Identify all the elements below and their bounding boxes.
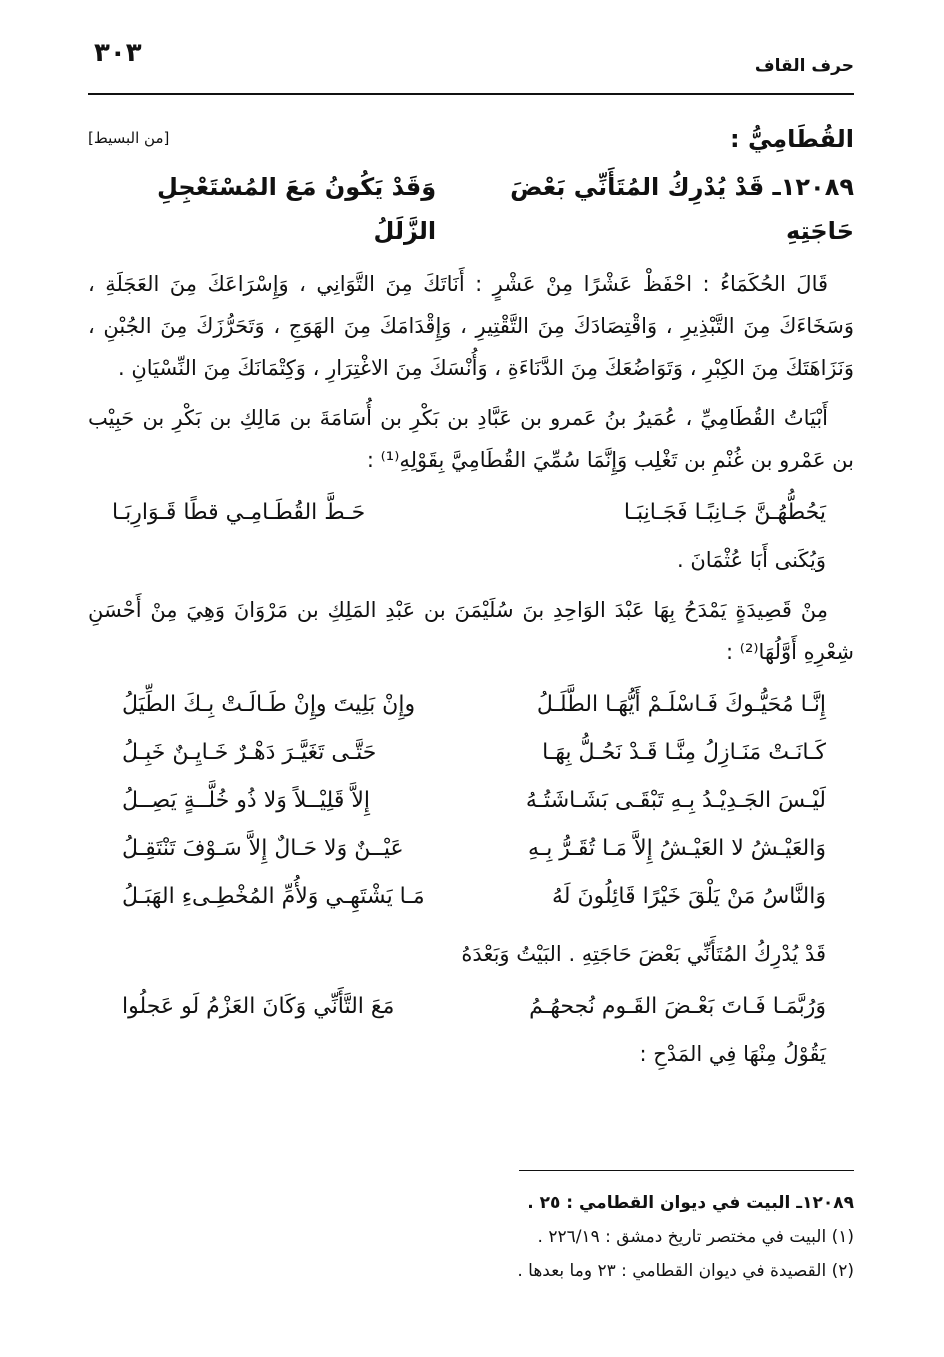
wisdom-paragraph: قَالَ الحُكَمَاءُ : احْفَظْ عَشْرًا مِنْ عَشْرٍ : أَنَاتَكَ مِنَ التَّوَانِي ، وَإِسْرَاعَكَ مِنَ العَجَلَةِ ، وَسَخَاءَكَ مِنَ التَّبْذِيرِ ، وَاقْتِصَادَكَ مِنَ التَّقْتِيرِ ، وَإِقْدَامَكَ مِنَ الهَوَجِ ، وَتَحَرُّزَكَ مِنَ الجُبْنِ ، وَنَزَاهَتَكَ مِنَ الكِبْرِ ، وَتَوَاضُعَكَ مِنَ الدَّنَاءَةِ ، وَأُنْسَكَ مِنَ الاغْتِرَارِ ، وَكِتْمَانَكَ مِنَ النِّسْيَانِ .	[88, 272, 854, 380]
poet-line	[88, 125, 854, 165]
verse-first-hemistich: وَالنَّاسُ مَنْ يَلْقَ خَيْرًا قَائِلُونَ لَهُ	[551, 884, 826, 909]
header-divider	[88, 93, 854, 95]
page-number: ٣٠٣	[94, 38, 142, 68]
verse-second-hemistich: حَتَّـى تَغَيَّـرَ دَهْـرٌ خَـايِـنٌ خَبِـلُ	[122, 740, 377, 765]
poet-lineage-paragraph: أَبْيَاتُ القُطَامِيِّ ، عُمَيرُ بنُ عَمرو بن عَبَّادِ بن بَكْرِ بن أُسَامَةَ بن مَالِكِ بن بَكْرِ بن حَبِيْب بن عَمْرو بن غُنْمِ بن تَغْلِب وَإِنَّمَا سُمِّيَ القُطَامِيَّ بِقَوْلِهِ⁽¹⁾ :	[88, 406, 854, 472]
verse-second-hemistich: عَيْــنٌ وَلا حَـالٌ إِلاَّ سَـوْفَ تَنْتَقِـلُ	[122, 836, 404, 861]
extra-verse	[88, 983, 854, 1031]
verse-first-hemistich: وَالعَيْـشُ لا العَيْـشُ إِلاَّ مَـا تُقَـرُّ بِـهِ	[527, 836, 826, 861]
footnote-divider	[519, 1170, 854, 1171]
nickname-verse-first: يَحُطُّهُـنَّ جَـانِبًـا فَجَـانِبَـا	[623, 500, 826, 525]
verse-second-hemistich: وإِنْ بَلِيتَ وإِنْ طَـالَـتْ بِـكَ الطِّيَلُ	[122, 692, 416, 717]
poem-verse	[88, 873, 854, 921]
verse-first-hemistich: إِنَّـا مُحَيُّـوكَ فَـاسْلَـمْ أَيُّهَـا الطَّلَـلُ	[536, 692, 826, 717]
headline-second-hemistich: وَقَدْ يَكُونُ مَعَ المُسْتَعْجِلِ الزَّلَلُ	[157, 173, 437, 245]
extra-verse-first: وَرُبَّمَـا فَـاتَ بَعْـضَ القَـوم نُجحهُـمُ	[529, 994, 826, 1019]
poetic-meter: [من البسيط]	[88, 129, 170, 147]
footnotes	[88, 1186, 854, 1288]
poem-verse	[88, 729, 854, 777]
footnote-main: ١٢٠٨٩ـ البيت في ديوان القطامي : ٢٥ .	[527, 1193, 854, 1213]
page-header	[88, 34, 854, 84]
poem-intro-paragraph: مِنْ قَصِيدَةٍ يَمْدَحُ بِهَا عَبْدَ الوَاحِدِ بنَ سُلَيْمَنَ بن عَبْدِ المَلِكِ بن مَرْوَانَ وَهِيَ مِنْ أَحْسَنِ شِعْرِهِ أَوَّلُهَا⁽²⁾ :	[88, 598, 854, 664]
poet-name: القُطَامِيُّ :	[730, 125, 854, 153]
nickname-verse	[88, 489, 854, 537]
extra-verse-second: مَعَ التَّأَنِّي وَكَانَ العَزْمُ لَو عَجلُوا	[122, 994, 395, 1019]
verse-first-hemistich: لَيْـسَ الجَـدِيْـدُ بِـهِ تَبْقَـى بَشَـاشَتُـهُ	[525, 788, 826, 813]
verse-second-hemistich: مَـا يَشْتَهِـي وَلأُمِّ المُخْطِـىءِ الهَبَـلُ	[122, 884, 425, 909]
poem-verse	[88, 825, 854, 873]
chapter-title: حرف القاف	[754, 56, 854, 76]
headline-first-hemistich: ١٢٠٨٩ـ قَدْ يُدْرِكُ المُتَأَنِّي بَعْضَ حَاجَتِهِ	[510, 173, 854, 245]
closing-note: يَقُوْلُ مِنْهَا فِي المَدْحِ :	[639, 1042, 826, 1066]
main-text	[88, 125, 854, 1083]
after-poem-note: قَدْ يُدْرِكُ المُتَأَنِّي بَعْضَ حَاجَتِهِ . البَيْتُ وَبَعْدَهُ	[461, 942, 826, 966]
poem-verse	[88, 681, 854, 729]
headline-verse	[88, 165, 854, 253]
poem	[88, 681, 854, 921]
verse-first-hemistich: كَـانَـتْ مَنَـازِلُ مِنَّـا قَـدْ نَحُـلُّ بِهَـا	[542, 740, 826, 765]
kunya-note: وَيُكَنى أَبَا عُثْمَانَ .	[676, 548, 826, 572]
nickname-verse-second: حَـطَّ القُطَـامِـي قطًا قَـوَارِبَـا	[112, 500, 366, 525]
footnote-1: (١) البيت في مختصر تاريخ دمشق : ٢٢٦/١٩ .	[537, 1227, 854, 1247]
book-page	[88, 0, 854, 1357]
poem-verse	[88, 777, 854, 825]
verse-second-hemistich: إِلاَّ قَلِيْــلاً وَلا ذُو خُلَّــةٍ يَصِــلُ	[122, 788, 370, 813]
footnote-2: (٢) القصيدة في ديوان القطامي : ٢٣ وما بعدها .	[517, 1261, 854, 1281]
